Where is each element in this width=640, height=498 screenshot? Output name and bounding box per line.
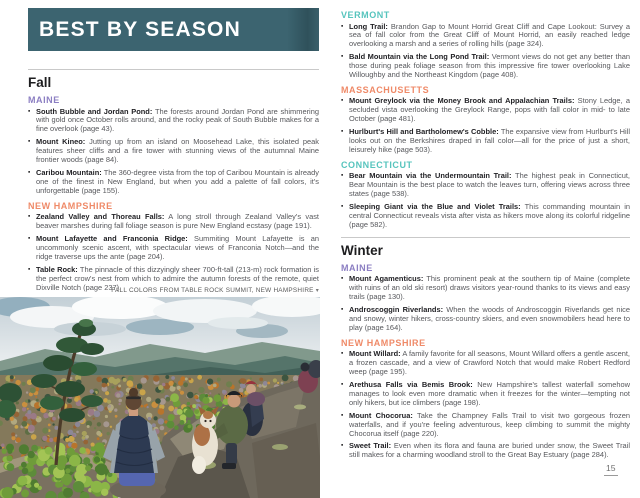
winter-block	[341, 237, 630, 460]
new-hampshire-fall-list	[28, 213, 319, 292]
right-column	[341, 10, 630, 464]
trail-item: ▪ Mount Chocorua: Take the Champney Falls Trail to visit two gorgeous frozen waterfalls, and if you're feeling adventurous, keep climbing to summit the mighty Chocorua itself (page 220).	[341, 412, 630, 439]
photo-caption: FALL COLORS FROM TABLE ROCK SUMMIT, NEW HAMPSHIRE ▾	[111, 287, 319, 294]
state-heading-massachusetts: MASSACHUSETTS	[341, 84, 430, 95]
trail-item: ▪ Androscoggin Riverlands: When the woods of Androscoggin Riverlands get nice and snowy, winter hikers, cross-country skiers, and even snowmobilers head here to play (page 164).	[341, 306, 630, 333]
caption-arrow-icon: ▾	[315, 288, 319, 294]
fall-divider	[28, 69, 319, 70]
connecticut-list	[341, 172, 630, 229]
trail-item: ▪ Zealand Valley and Thoreau Falls: A long stroll through Zealand Valley's vast beaver marshes during fall foliage season is pure New England ecstasy (page 191).	[28, 213, 319, 231]
page-title: BEST BY SEASON	[39, 17, 241, 41]
summit-photo	[0, 297, 320, 498]
trail-item: ▪ Bald Mountain via the Long Pond Trail: Vermont views do not get any better than those during peak foliage season from this impressive fire tower overlooking Lake Willoughby and the Northeast Kingdom (page 408).	[341, 53, 630, 80]
trail-item: ▪ Table Rock: The pinnacle of this dizzyingly sheer 700-ft-tall (213-m) rock formation is the perfect crow's nest from which to admire the autumn forests of the remote, quiet Dixville Notch (page 237).	[28, 266, 319, 293]
section-header-band	[28, 8, 319, 51]
page-number: 15	[604, 463, 618, 476]
winter-divider	[341, 237, 630, 238]
trail-item: ▪ Mount Kineo: Jutting up from an island on Moosehead Lake, this isolated peak features sheer cliffs and a fire tower with stunning views of the autumnal Maine frontier woods (page 84).	[28, 138, 319, 165]
summit-photo-art	[0, 297, 320, 498]
season-heading-fall: Fall	[28, 75, 52, 90]
state-heading-maine-winter: MAINE	[341, 262, 373, 273]
trail-item: ▪ Hurlburt's Hill and Bartholomew's Cobble: The expansive view from Hurlburt's Hill looks out on the Berkshires draped in fall color—all for the price of just a short, leisurely hike (page 503).	[341, 128, 630, 155]
trail-item: ▪ Sleeping Giant via the Blue and Violet Trails: This commanding mountain in central Connecticut reveals vista after vista as hikers move along its colorful ridgeline (page 582).	[341, 203, 630, 230]
trail-item: ▪ Bear Mountain via the Undermountain Trail: The highest peak in Connecticut, Bear Mountain is the best place to watch the leaves turn, offering views across three states (page 538).	[341, 172, 630, 199]
state-heading-vermont: VERMONT	[341, 10, 390, 20]
trail-item: ▪ Mount Lafayette and Franconia Ridge: Summiting Mount Lafayette is an uncommonly scenic ascent, with spectacular views of Franconia Notch—and the ridge traverse ups the ante (page 204).	[28, 235, 319, 262]
left-column	[28, 69, 319, 296]
maine-winter-list	[341, 275, 630, 332]
vermont-list	[341, 23, 630, 80]
trail-item: ▪ Mount Greylock via the Money Brook and Appalachian Trails: Stony Ledge, a secluded vista overlooking the Greylock Range, pops with fall color in mid- to late October (page 481).	[341, 97, 630, 124]
trail-item: ▪ Mount Willard: A family favorite for all seasons, Mount Willard offers a gentle ascent, a frozen cascade, and a view of Crawford Notch that would make Robert Redford weep (page 195).	[341, 350, 630, 377]
new-hampshire-winter-list	[341, 350, 630, 460]
massachusetts-list	[341, 97, 630, 154]
trail-item: ▪ Long Trail: Brandon Gap to Mount Horrid Great Cliff and Cape Lookout: Survey a sea of fall color from the Great Cliff of Mount Horrid, an easily reached ledge overlooking a marsh and a series of rolling hills (page 324).	[341, 23, 630, 50]
trail-item: ▪ Arethusa Falls via Bemis Brook: New Hampshire's tallest waterfall somehow manages to look even more dramatic when it freezes for the winter—tempting not only hikers, but ice climbers (page 198).	[341, 381, 630, 408]
season-heading-winter: Winter	[341, 242, 383, 258]
trail-item: ▪ Caribou Mountain: The 360-degree vista from the top of Caribou Mountain is already one of the finest in New England, but when you add a palette of fall colors, it's unforgettable (page 155).	[28, 169, 319, 196]
trail-item: ▪ South Bubble and Jordan Pond: The forests around Jordan Pond are shimmering with gold once October rolls around, and the rocky peak of South Bubble makes for a fine overlook (page 43).	[28, 108, 319, 135]
state-heading-maine-fall: MAINE	[28, 95, 60, 105]
maine-fall-list	[28, 108, 319, 196]
state-heading-new-hampshire-fall: NEW HAMPSHIRE	[28, 200, 113, 211]
trail-item: ▪ Sweet Trail: Even when its flora and fauna are buried under snow, the Sweet Trail still makes for a charming woodland stroll to the Great Bay Estuary (page 284).	[341, 442, 630, 460]
trail-item: ▪ Mount Agamenticus: This prominent peak at the southern tip of Maine (complete with ruins of an old ski resort) draws visitors year-round thanks to its views and easy trails (page 130).	[341, 275, 630, 302]
state-heading-new-hampshire-winter: NEW HAMPSHIRE	[341, 337, 426, 348]
state-heading-connecticut: CONNECTICUT	[341, 159, 413, 170]
